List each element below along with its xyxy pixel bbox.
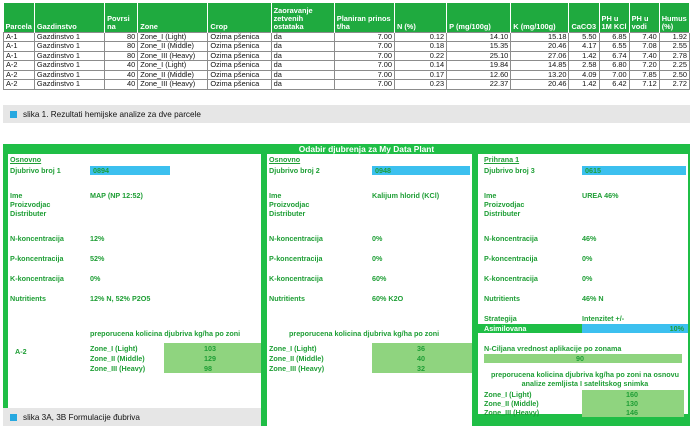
table-header-row [4,3,690,32]
table-cell: 2.25 [659,61,689,71]
table-cell: 27.06 [511,51,569,61]
column-header: PH u 1M KCl [599,3,629,32]
table-cell: 0.14 [394,61,446,71]
name-label: Ime [10,191,23,200]
table-cell: 6.74 [599,51,629,61]
table-cell: 6.42 [599,80,629,90]
producer-label: Proizvodjac [10,200,51,209]
table-cell: 15.18 [511,32,569,42]
table-cell: 20.46 [511,80,569,90]
table-cell: 1.42 [569,80,599,90]
column-header: K (mg/100g) [511,3,569,32]
table-cell: 7.00 [334,70,394,80]
zone-middle-value: 129 [204,354,216,363]
table-cell: 5.50 [569,32,599,42]
table-cell: Ozima pšenica [208,51,271,61]
table-cell: 2.58 [569,61,599,71]
column-header: Planiran prinos t/ha [334,3,394,32]
fertilizer-code-field[interactable]: 0894 [90,166,170,175]
table-cell: Zone_III (Heavy) [138,51,208,61]
intensity-label: Intenzitet +/- [582,314,625,323]
table-cell: 40 [105,70,138,80]
name-label: Ime [269,191,282,200]
table-cell: 15.35 [447,42,511,52]
zone-middle-value: 130 [626,399,638,408]
nutrients-value: 12% N, 52% P2O5 [90,294,151,303]
n-concentration-value: 0% [372,234,383,243]
table-cell: 6.80 [599,61,629,71]
table-cell: A-2 [4,80,35,90]
table-cell: Gazdinstvo 1 [34,42,104,52]
caption-bullet-icon [10,414,17,421]
table-cell: 7.08 [629,42,659,52]
zone-middle-label: Zone_II (Middle) [90,354,145,363]
table-row [4,51,690,61]
column-header: PH u vodi [629,3,659,32]
name-label: Ime [484,191,497,200]
zone-heavy-label: Zone_III (Heavy) [484,408,540,417]
table-cell: Ozima pšenica [208,70,271,80]
table-cell: 7.85 [629,70,659,80]
caption-text: slika 1. Rezultati hemijske analize za dve parcele [23,109,201,119]
zone-middle-label: Zone_II (Middle) [269,354,324,363]
table-cell: 40 [105,80,138,90]
column-heading: Osnovno [269,155,301,164]
table-cell: 22.37 [447,80,511,90]
zone-light-value: 36 [417,344,425,353]
table-cell: 7.00 [334,32,394,42]
table-cell: 40 [105,61,138,71]
table-cell: 7.00 [334,42,394,52]
table-cell: Gazdinstvo 1 [34,61,104,71]
column-header: Gazdinstvo [34,3,104,32]
table-cell: 1.42 [569,51,599,61]
n-concentration-value: 46% [582,234,597,243]
zone-heavy-value: 98 [204,364,212,373]
distributor-label: Distributer [484,209,521,218]
k-concentration-label: K-koncentracija [10,274,64,283]
fertilizer-number-label: Djubrivo broj 2 [269,166,320,175]
producer-label: Proizvodjac [269,200,310,209]
soil-analysis-table [3,3,690,90]
zone-light-value: 160 [626,390,638,399]
k-concentration-value: 60% [372,274,387,283]
nutrients-label: Nutritients [10,294,46,303]
zone-heavy-value: 32 [417,364,425,373]
table-cell: Zone_II (Middle) [138,42,208,52]
table-cell: 80 [105,32,138,42]
table-cell: 25.10 [447,51,511,61]
table-cell: 0.23 [394,80,446,90]
table-cell: 7.20 [629,61,659,71]
fertilizer-column-1 [8,154,261,426]
nutrients-label: Nutritients [484,294,520,303]
table-cell: Ozima pšenica [208,61,271,71]
table-cell: A-1 [4,42,35,52]
column-header: Povrsi na [105,3,138,32]
recommended-amount-label: preporucena kolicina djubriva kg/ha po zoni [289,329,440,338]
k-concentration-value: 0% [582,274,593,283]
table-row [4,61,690,71]
table-cell: da [271,70,334,80]
table-cell: 7.40 [629,32,659,42]
producer-label: Proizvodjac [484,200,525,209]
table-cell: 14.85 [511,61,569,71]
table-cell: A-1 [4,51,35,61]
table-cell: 6.85 [599,32,629,42]
table-cell: 2.55 [659,42,689,52]
fertilizer-number-label: Djubrivo broj 3 [484,166,535,175]
table-cell: 14.10 [447,32,511,42]
table-cell: 1.92 [659,32,689,42]
table-cell: 0.18 [394,42,446,52]
table-row [4,42,690,52]
strategy-select[interactable]: Asimilovana [478,324,582,333]
table-cell: 2.72 [659,80,689,90]
table-cell: 13.20 [511,70,569,80]
table-cell: A-1 [4,32,35,42]
zone-middle-value: 40 [417,354,425,363]
column-header: Parcela [4,3,35,32]
zone-light-value: 103 [204,344,216,353]
table-cell: 80 [105,42,138,52]
table-cell: 80 [105,51,138,61]
caption-figure-3 [3,408,261,426]
table-cell: 4.17 [569,42,599,52]
panel-title: Odabir djubrenja za My Data Plant [298,144,435,154]
nutrients-value: 60% K2O [372,294,404,303]
table-row [4,70,690,80]
table-cell: 7.12 [629,80,659,90]
table-cell: da [271,61,334,71]
table-cell: 19.84 [447,61,511,71]
table-cell: Gazdinstvo 1 [34,32,104,42]
fertilizer-column-3 [478,154,688,417]
table-row [4,32,690,42]
table-cell: da [271,80,334,90]
fertilizer-code-field[interactable]: 0948 [372,166,470,175]
caption-bullet-icon [10,111,17,118]
p-concentration-label: P-koncentracija [484,254,538,263]
column-header: P (mg/100g) [447,3,511,32]
table-cell: Ozima pšenica [208,42,271,52]
fertilizer-column-2 [267,154,472,426]
table-cell: 7.00 [334,61,394,71]
k-concentration-label: K-koncentracija [269,274,323,283]
table-cell: 7.00 [334,80,394,90]
table-cell: da [271,32,334,42]
n-concentration-label: N-koncentracija [10,234,64,243]
table-cell: 0.12 [394,32,446,42]
table-cell: 20.46 [511,42,569,52]
recommended-amount-label: preporucena kolicina djubriva kg/ha po zoni [90,329,241,338]
p-concentration-label: P-koncentracija [10,254,64,263]
n-concentration-value: 12% [90,234,105,243]
distributor-label: Distributer [269,209,306,218]
table-cell: Gazdinstvo 1 [34,51,104,61]
strategy-label: Strategija [484,314,517,323]
column-heading: Osnovno [10,155,42,164]
recommended-amount-label: preporucena kolicina djubriva kg/ha po zoni na osnovu analize zemljista I satelitskog snimka [490,370,680,388]
target-value-label: N-Ciljana vrednost aplikacije po zonama [484,344,622,353]
zone-middle-label: Zone_II (Middle) [484,399,539,408]
table-cell: 7.00 [599,70,629,80]
fertilizer-selection-panel [3,144,690,426]
caption-figure-1 [3,105,690,123]
table-cell: 12.60 [447,70,511,80]
table-cell: A-2 [4,61,35,71]
column-header: Zaoravanje zetvenih ostataka [271,3,334,32]
table-cell: 2.50 [659,70,689,80]
table-cell: Zone_II (Middle) [138,70,208,80]
fertilizer-name: Kalijum hlorid (KCl) [372,191,440,200]
target-value: 90 [576,354,584,363]
fertilizer-number-label: Djubrivo broj 1 [10,166,61,175]
zone-light-label: Zone_I (Light) [269,344,317,353]
p-concentration-value: 52% [90,254,105,263]
k-concentration-value: 0% [90,274,101,283]
nutrients-label: Nutritients [269,294,305,303]
column-header: N (%) [394,3,446,32]
parcel-label: A-2 [15,347,27,356]
column-header: CaCO3 [569,3,599,32]
zone-light-label: Zone_I (Light) [484,390,532,399]
caption-text: slika 3A, 3B Formulacije đubriva [23,412,140,422]
n-concentration-label: N-koncentracija [269,234,323,243]
table-cell: Ozima pšenica [208,32,271,42]
table-cell: da [271,42,334,52]
table-cell: Zone_III (Heavy) [138,80,208,90]
target-value-box [484,354,682,363]
table-cell: Gazdinstvo 1 [34,80,104,90]
p-concentration-value: 0% [372,254,383,263]
zone-heavy-label: Zone_III (Heavy) [269,364,325,373]
fertilizer-name: MAP (NP 12:52) [90,191,143,200]
table-cell: 6.55 [599,42,629,52]
table-cell: 0.22 [394,51,446,61]
column-header: Zone [138,3,208,32]
table-cell: 7.40 [629,51,659,61]
intensity-field[interactable]: 10% [582,324,688,333]
column-header: Humus (%) [659,3,689,32]
table-cell: 4.09 [569,70,599,80]
distributor-label: Distributer [10,209,47,218]
table-cell: Zone_I (Light) [138,32,208,42]
fertilizer-name: UREA 46% [582,191,619,200]
table-cell: Gazdinstvo 1 [34,70,104,80]
p-concentration-value: 0% [582,254,593,263]
table-cell: 0.17 [394,70,446,80]
n-concentration-label: N-koncentracija [484,234,538,243]
table-cell: 7.00 [334,51,394,61]
zone-heavy-label: Zone_III (Heavy) [90,364,146,373]
fertilizer-code-field[interactable]: 0615 [582,166,686,175]
column-heading: Prihrana 1 [484,155,520,164]
p-concentration-label: P-koncentracija [269,254,323,263]
nutrients-value: 46% N [582,294,604,303]
table-cell: 2.78 [659,51,689,61]
zone-light-label: Zone_I (Light) [90,344,138,353]
k-concentration-label: K-koncentracija [484,274,538,283]
column-header: Crop [208,3,271,32]
zone-heavy-value: 146 [626,408,638,417]
table-cell: Ozima pšenica [208,80,271,90]
table-row [4,80,690,90]
table-cell: da [271,51,334,61]
table-cell: A-2 [4,70,35,80]
table-cell: Zone_I (Light) [138,61,208,71]
